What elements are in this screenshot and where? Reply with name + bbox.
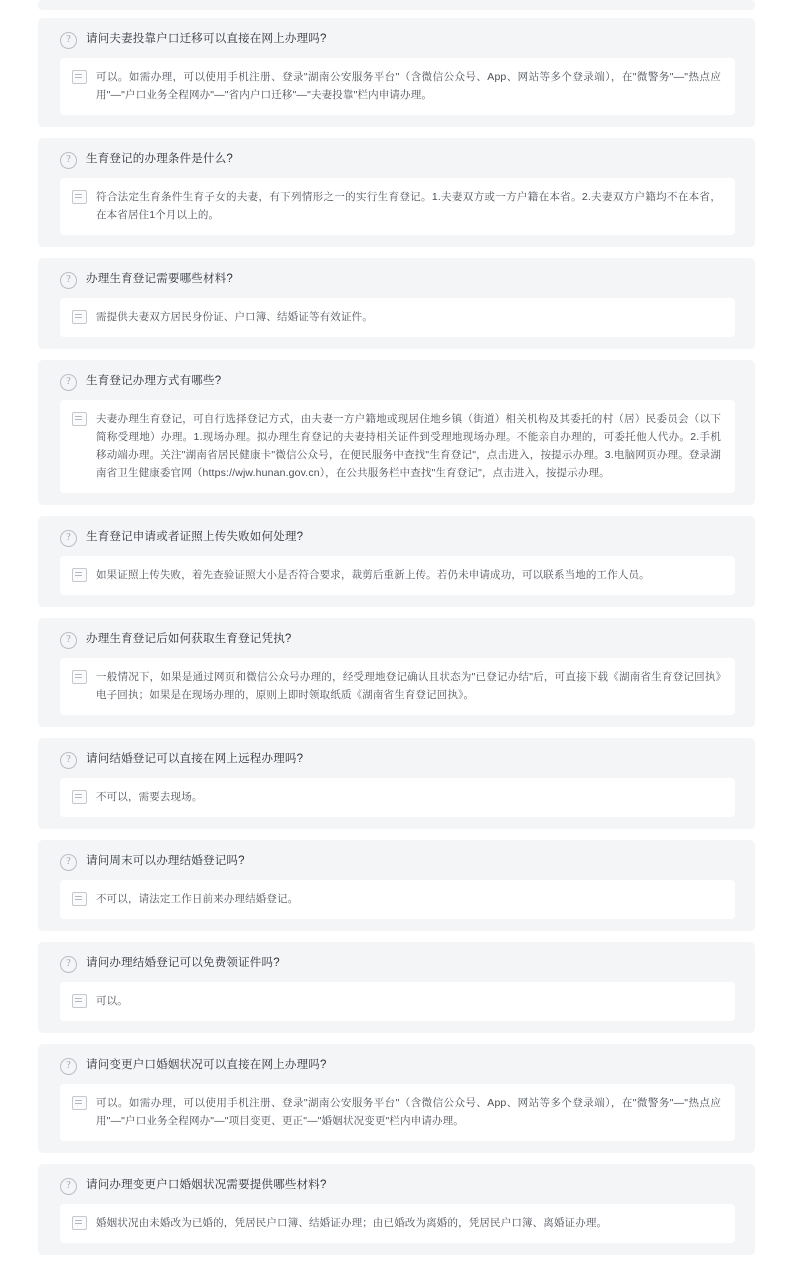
faq-question-row[interactable] — [38, 1055, 755, 1075]
question-mark-icon: ? — [60, 1178, 77, 1195]
faq-item[interactable] — [38, 258, 755, 349]
faq-question-text: 请问结婚登记可以直接在网上远程办理吗? — [86, 753, 304, 765]
faq-item[interactable] — [38, 840, 755, 931]
question-mark-icon: ? — [60, 854, 77, 871]
question-mark-icon: ? — [60, 374, 77, 391]
faq-question-text: 请问变更户口婚姻状况可以直接在网上办理吗? — [86, 1059, 327, 1071]
faq-question-row[interactable] — [38, 269, 755, 289]
faq-item[interactable] — [38, 360, 755, 505]
faq-item[interactable] — [38, 738, 755, 829]
faq-question-row[interactable] — [38, 527, 755, 547]
faq-question-text: 请问夫妻投靠户口迁移可以直接在网上办理吗? — [86, 33, 327, 45]
faq-answer-text: 符合法定生育条件生育子女的夫妻，有下列情形之一的实行生育登记。1.夫妻双方或一方户籍在本省。2.夫妻双方户籍均不在本省，在本省居住1个月以上的。 — [96, 191, 721, 221]
faq-answer-panel — [60, 982, 735, 1021]
faq-item[interactable] — [38, 18, 755, 127]
faq-item[interactable] — [38, 138, 755, 247]
faq-answer-panel — [60, 178, 735, 235]
page-top-divider — [38, 0, 755, 10]
faq-question-row[interactable] — [38, 149, 755, 169]
faq-answer-panel — [60, 58, 735, 115]
faq-answer-text: 婚姻状况由未婚改为已婚的，凭居民户口簿、结婚证办理；由已婚改为离婚的，凭居民户口簿、离婚证办理。 — [96, 1217, 608, 1229]
faq-question-row[interactable] — [38, 629, 755, 649]
question-mark-icon: ? — [60, 752, 77, 769]
faq-question-row[interactable] — [38, 1175, 755, 1195]
faq-answer-panel — [60, 556, 735, 595]
faq-answer-panel — [60, 298, 735, 337]
faq-question-text: 生育登记申请或者证照上传失败如何处理? — [86, 531, 304, 543]
faq-item[interactable] — [38, 1164, 755, 1255]
faq-answer-text: 一般情况下，如果是通过网页和微信公众号办理的，经受理地登记确认且状态为"已登记办结"后，可直接下载《湖南省生育登记回执》电子回执；如果是在现场办理的，原则上即时领取纸质《湖南省生育登记回执》。 — [96, 671, 721, 701]
faq-question-row[interactable] — [38, 371, 755, 391]
faq-question-row[interactable] — [38, 29, 755, 49]
document-lines-icon — [72, 1096, 87, 1110]
document-lines-icon — [72, 190, 87, 204]
faq-item[interactable] — [38, 618, 755, 727]
faq-answer-text: 可以。如需办理，可以使用手机注册、登录"湖南公安服务平台"（含微信公众号、App、网站等多个登录端），在"微警务"—"热点应用"—"户口业务全程网办"—"项目变更、更正"—"婚姻状况变更"栏内申请办理。 — [96, 1097, 721, 1127]
document-lines-icon — [72, 892, 87, 906]
document-lines-icon — [72, 412, 87, 426]
faq-answer-panel — [60, 1084, 735, 1141]
document-lines-icon — [72, 790, 87, 804]
question-mark-icon: ? — [60, 1058, 77, 1075]
faq-question-row[interactable] — [38, 749, 755, 769]
faq-answer-panel — [60, 880, 735, 919]
faq-question-text: 请问办理结婚登记可以免费领证件吗? — [86, 957, 280, 969]
faq-answer-text: 可以。 — [96, 995, 128, 1007]
faq-item[interactable] — [38, 516, 755, 607]
faq-answer-text: 如果证照上传失败，着先查验证照大小是否符合要求，裁剪后重新上传。若仍未申请成功，可以联系当地的工作人员。 — [96, 569, 650, 581]
faq-answer-text: 不可以，需要去现场。 — [96, 791, 203, 803]
document-lines-icon — [72, 670, 87, 684]
faq-answer-text: 需提供夫妻双方居民身份证、户口簿、结婚证等有效证件。 — [96, 311, 373, 323]
faq-question-text: 请问周末可以办理结婚登记吗? — [86, 855, 245, 867]
faq-question-text: 请问办理变更户口婚姻状况需要提供哪些材料? — [86, 1179, 327, 1191]
faq-question-text: 办理生育登记需要哪些材料? — [86, 273, 233, 285]
question-mark-icon: ? — [60, 956, 77, 973]
question-mark-icon: ? — [60, 32, 77, 49]
faq-question-row[interactable] — [38, 953, 755, 973]
question-mark-icon: ? — [60, 632, 77, 649]
faq-answer-panel — [60, 400, 735, 493]
faq-question-text: 生育登记办理方式有哪些? — [86, 375, 222, 387]
faq-list — [38, 18, 755, 1255]
question-mark-icon: ? — [60, 272, 77, 289]
faq-answer-text: 夫妻办理生育登记，可自行选择登记方式，由夫妻一方户籍地或现居住地乡镇（街道）相关机构及其委托的村（居）民委员会（以下简称受理地）办理。1.现场办理。拟办理生育登记的夫妻持相关证件到受理地现场办理。不能亲自办理的，可委托他人代办。2.手机移动端办理。关注"湖南省居民健康卡"微信公众号，在便民服务中查找"生育登记"，点击进入，按提示办理。3.电脑网页办理。登录湖南省卫生健康委官网（https://wjw.hunan.gov.cn），在公共服务栏中查找"生育登记"，点击进入，按提示办理。 — [96, 413, 721, 479]
faq-item[interactable] — [38, 1044, 755, 1153]
document-lines-icon — [72, 1216, 87, 1230]
document-lines-icon — [72, 568, 87, 582]
faq-answer-panel — [60, 1204, 735, 1243]
document-lines-icon — [72, 994, 87, 1008]
document-lines-icon — [72, 310, 87, 324]
document-lines-icon — [72, 70, 87, 84]
faq-answer-text: 可以。如需办理，可以使用手机注册、登录"湖南公安服务平台"（含微信公众号、App、网站等多个登录端），在"微警务"—"热点应用"—"户口业务全程网办"—"省内户口迁移"—"夫妻投靠"栏内申请办理。 — [96, 71, 721, 101]
faq-answer-panel — [60, 658, 735, 715]
faq-answer-panel — [60, 778, 735, 817]
faq-question-text: 办理生育登记后如何获取生育登记凭执? — [86, 633, 292, 645]
faq-question-row[interactable] — [38, 851, 755, 871]
question-mark-icon: ? — [60, 530, 77, 547]
question-mark-icon: ? — [60, 152, 77, 169]
faq-answer-text: 不可以，请法定工作日前来办理结婚登记。 — [96, 893, 299, 905]
faq-question-text: 生育登记的办理条件是什么? — [86, 153, 233, 165]
faq-item[interactable] — [38, 942, 755, 1033]
